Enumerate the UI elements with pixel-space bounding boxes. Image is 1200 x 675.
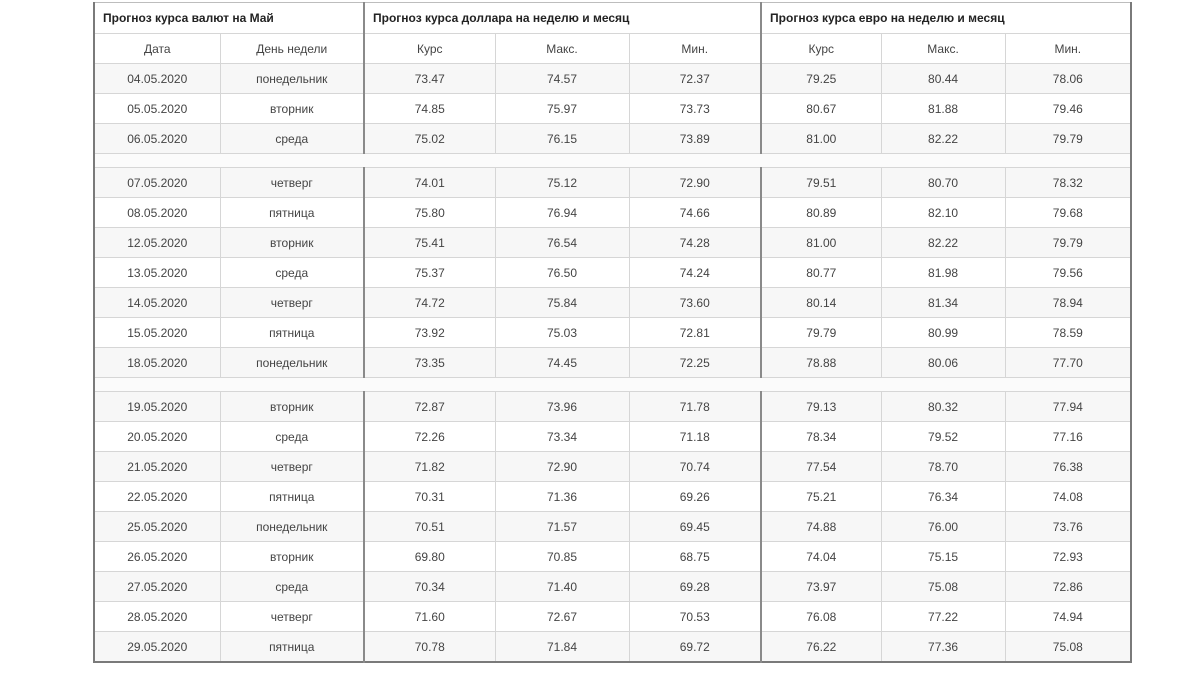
eur-min-cell: 74.94	[1005, 602, 1131, 632]
weekday-cell: среда	[220, 572, 364, 602]
eur-rate-cell: 76.08	[761, 602, 881, 632]
eur-rate-cell: 80.14	[761, 288, 881, 318]
usd-max-column-header: Макс.	[495, 34, 629, 64]
usd-max-cell: 73.34	[495, 422, 629, 452]
table-row	[94, 632, 1131, 663]
eur-rate-cell: 81.00	[761, 124, 881, 154]
date-cell: 08.05.2020	[94, 198, 220, 228]
weekday-cell: пятница	[220, 198, 364, 228]
eur-rate-cell: 79.13	[761, 392, 881, 422]
usd-rate-column-header: Курс	[364, 34, 495, 64]
usd-max-cell: 75.03	[495, 318, 629, 348]
usd-max-cell: 76.94	[495, 198, 629, 228]
usd-min-cell: 69.72	[629, 632, 761, 663]
usd-max-cell: 71.84	[495, 632, 629, 663]
eur-max-cell: 77.36	[881, 632, 1005, 663]
eur-max-cell: 82.22	[881, 124, 1005, 154]
date-cell: 19.05.2020	[94, 392, 220, 422]
usd-max-cell: 75.12	[495, 168, 629, 198]
usd-max-cell: 76.54	[495, 228, 629, 258]
usd-max-cell: 70.85	[495, 542, 629, 572]
usd-rate-cell: 72.87	[364, 392, 495, 422]
currency-forecast-table	[93, 2, 1132, 663]
usd-min-cell: 69.26	[629, 482, 761, 512]
table-row	[94, 258, 1131, 288]
eur-max-cell: 82.22	[881, 228, 1005, 258]
table-row	[94, 124, 1131, 154]
usd-min-cell: 74.24	[629, 258, 761, 288]
eur-max-cell: 76.34	[881, 482, 1005, 512]
table-row	[94, 198, 1131, 228]
eur-max-cell: 80.99	[881, 318, 1005, 348]
eur-max-cell: 75.15	[881, 542, 1005, 572]
eur-min-cell: 79.46	[1005, 94, 1131, 124]
eur-min-cell: 78.94	[1005, 288, 1131, 318]
eur-rate-cell: 73.97	[761, 572, 881, 602]
usd-max-cell: 74.57	[495, 64, 629, 94]
date-cell: 29.05.2020	[94, 632, 220, 663]
table-row	[94, 482, 1131, 512]
eur-min-cell: 72.86	[1005, 572, 1131, 602]
eur-min-cell: 77.16	[1005, 422, 1131, 452]
eur-min-cell: 74.08	[1005, 482, 1131, 512]
usd-rate-cell: 73.92	[364, 318, 495, 348]
usd-forecast-header: Прогноз курса доллара на неделю и месяц	[364, 3, 761, 34]
eur-max-cell: 80.44	[881, 64, 1005, 94]
table-row	[94, 512, 1131, 542]
table-row	[94, 64, 1131, 94]
date-cell: 26.05.2020	[94, 542, 220, 572]
weekday-cell: вторник	[220, 94, 364, 124]
column-header-row	[94, 34, 1131, 64]
eur-rate-cell: 74.88	[761, 512, 881, 542]
weekday-cell: вторник	[220, 228, 364, 258]
usd-rate-cell: 70.31	[364, 482, 495, 512]
usd-rate-cell: 74.72	[364, 288, 495, 318]
usd-min-cell: 72.37	[629, 64, 761, 94]
weekday-cell: понедельник	[220, 512, 364, 542]
forecast-table-body	[94, 64, 1131, 663]
usd-max-cell: 75.84	[495, 288, 629, 318]
eur-max-cell: 79.52	[881, 422, 1005, 452]
eur-rate-cell: 78.88	[761, 348, 881, 378]
eur-forecast-header: Прогноз курса евро на неделю и месяц	[761, 3, 1131, 34]
date-cell: 14.05.2020	[94, 288, 220, 318]
eur-rate-cell: 76.22	[761, 632, 881, 663]
eur-min-cell: 79.79	[1005, 124, 1131, 154]
usd-min-cell: 72.25	[629, 348, 761, 378]
eur-rate-cell: 80.67	[761, 94, 881, 124]
eur-min-cell: 72.93	[1005, 542, 1131, 572]
eur-min-cell: 79.56	[1005, 258, 1131, 288]
usd-rate-cell: 72.26	[364, 422, 495, 452]
table-row	[94, 228, 1131, 258]
group-header-row	[94, 3, 1131, 34]
usd-max-cell: 75.97	[495, 94, 629, 124]
date-cell: 15.05.2020	[94, 318, 220, 348]
usd-min-cell: 72.81	[629, 318, 761, 348]
weekday-cell: четверг	[220, 168, 364, 198]
eur-max-cell: 80.32	[881, 392, 1005, 422]
weekday-cell: пятница	[220, 318, 364, 348]
weekday-cell: понедельник	[220, 64, 364, 94]
usd-min-column-header: Мин.	[629, 34, 761, 64]
usd-rate-cell: 75.37	[364, 258, 495, 288]
eur-rate-cell: 79.51	[761, 168, 881, 198]
usd-rate-cell: 74.01	[364, 168, 495, 198]
weekday-cell: четверг	[220, 452, 364, 482]
group-spacer-row	[94, 154, 1131, 168]
eur-min-cell: 79.68	[1005, 198, 1131, 228]
eur-max-cell: 81.34	[881, 288, 1005, 318]
date-cell: 05.05.2020	[94, 94, 220, 124]
eur-max-cell: 80.06	[881, 348, 1005, 378]
date-cell: 18.05.2020	[94, 348, 220, 378]
usd-min-cell: 73.73	[629, 94, 761, 124]
eur-min-cell: 78.06	[1005, 64, 1131, 94]
eur-min-cell: 78.59	[1005, 318, 1131, 348]
date-cell: 13.05.2020	[94, 258, 220, 288]
eur-rate-cell: 77.54	[761, 452, 881, 482]
table-row	[94, 318, 1131, 348]
weekday-cell: пятница	[220, 482, 364, 512]
table-row	[94, 168, 1131, 198]
usd-rate-cell: 69.80	[364, 542, 495, 572]
usd-rate-cell: 75.80	[364, 198, 495, 228]
weekday-column-header: День недели	[220, 34, 364, 64]
usd-max-cell: 76.50	[495, 258, 629, 288]
usd-rate-cell: 71.82	[364, 452, 495, 482]
usd-rate-cell: 70.34	[364, 572, 495, 602]
usd-min-cell: 72.90	[629, 168, 761, 198]
eur-rate-column-header: Курс	[761, 34, 881, 64]
eur-min-cell: 79.79	[1005, 228, 1131, 258]
group-spacer-cell	[94, 378, 1131, 392]
table-row	[94, 572, 1131, 602]
date-cell: 28.05.2020	[94, 602, 220, 632]
eur-min-cell: 73.76	[1005, 512, 1131, 542]
usd-rate-cell: 74.85	[364, 94, 495, 124]
weekday-cell: четверг	[220, 602, 364, 632]
table-row	[94, 602, 1131, 632]
usd-max-cell: 74.45	[495, 348, 629, 378]
usd-rate-cell: 70.78	[364, 632, 495, 663]
table-row	[94, 542, 1131, 572]
usd-min-cell: 68.75	[629, 542, 761, 572]
weekday-cell: пятница	[220, 632, 364, 663]
table-row	[94, 392, 1131, 422]
usd-rate-cell: 75.02	[364, 124, 495, 154]
eur-max-cell: 76.00	[881, 512, 1005, 542]
forecast-table-container	[93, 2, 1130, 663]
eur-rate-cell: 75.21	[761, 482, 881, 512]
usd-rate-cell: 75.41	[364, 228, 495, 258]
eur-max-cell: 81.88	[881, 94, 1005, 124]
eur-min-column-header: Мин.	[1005, 34, 1131, 64]
usd-max-cell: 72.67	[495, 602, 629, 632]
eur-rate-cell: 79.25	[761, 64, 881, 94]
date-cell: 12.05.2020	[94, 228, 220, 258]
usd-rate-cell: 71.60	[364, 602, 495, 632]
eur-rate-cell: 81.00	[761, 228, 881, 258]
eur-min-cell: 76.38	[1005, 452, 1131, 482]
usd-min-cell: 69.45	[629, 512, 761, 542]
eur-max-cell: 78.70	[881, 452, 1005, 482]
usd-max-cell: 71.36	[495, 482, 629, 512]
date-cell: 20.05.2020	[94, 422, 220, 452]
eur-max-column-header: Макс.	[881, 34, 1005, 64]
eur-max-cell: 82.10	[881, 198, 1005, 228]
usd-min-cell: 69.28	[629, 572, 761, 602]
table-row	[94, 348, 1131, 378]
date-column-header: Дата	[94, 34, 220, 64]
eur-max-cell: 80.70	[881, 168, 1005, 198]
usd-max-cell: 71.57	[495, 512, 629, 542]
table-row	[94, 288, 1131, 318]
eur-min-cell: 77.94	[1005, 392, 1131, 422]
eur-max-cell: 81.98	[881, 258, 1005, 288]
date-cell: 22.05.2020	[94, 482, 220, 512]
date-cell: 07.05.2020	[94, 168, 220, 198]
date-cell: 27.05.2020	[94, 572, 220, 602]
date-cell: 04.05.2020	[94, 64, 220, 94]
eur-rate-cell: 80.77	[761, 258, 881, 288]
weekday-cell: четверг	[220, 288, 364, 318]
usd-max-cell: 76.15	[495, 124, 629, 154]
table-row	[94, 452, 1131, 482]
eur-rate-cell: 79.79	[761, 318, 881, 348]
eur-max-cell: 77.22	[881, 602, 1005, 632]
weekday-cell: вторник	[220, 542, 364, 572]
table-row	[94, 422, 1131, 452]
usd-max-cell: 73.96	[495, 392, 629, 422]
usd-min-cell: 70.74	[629, 452, 761, 482]
eur-min-cell: 75.08	[1005, 632, 1131, 663]
weekday-cell: среда	[220, 422, 364, 452]
group-spacer-row	[94, 378, 1131, 392]
usd-rate-cell: 73.35	[364, 348, 495, 378]
usd-min-cell: 71.18	[629, 422, 761, 452]
date-cell: 06.05.2020	[94, 124, 220, 154]
usd-min-cell: 74.66	[629, 198, 761, 228]
weekday-cell: среда	[220, 124, 364, 154]
weekday-cell: вторник	[220, 392, 364, 422]
usd-min-cell: 73.60	[629, 288, 761, 318]
eur-rate-cell: 80.89	[761, 198, 881, 228]
eur-min-cell: 77.70	[1005, 348, 1131, 378]
weekday-cell: среда	[220, 258, 364, 288]
date-cell: 25.05.2020	[94, 512, 220, 542]
group-spacer-cell	[94, 154, 1131, 168]
usd-max-cell: 71.40	[495, 572, 629, 602]
eur-rate-cell: 74.04	[761, 542, 881, 572]
usd-min-cell: 71.78	[629, 392, 761, 422]
usd-min-cell: 74.28	[629, 228, 761, 258]
usd-min-cell: 70.53	[629, 602, 761, 632]
date-cell: 21.05.2020	[94, 452, 220, 482]
eur-rate-cell: 78.34	[761, 422, 881, 452]
eur-min-cell: 78.32	[1005, 168, 1131, 198]
may-forecast-header: Прогноз курса валют на Май	[94, 3, 364, 34]
table-row	[94, 94, 1131, 124]
usd-rate-cell: 73.47	[364, 64, 495, 94]
usd-rate-cell: 70.51	[364, 512, 495, 542]
weekday-cell: понедельник	[220, 348, 364, 378]
usd-min-cell: 73.89	[629, 124, 761, 154]
usd-max-cell: 72.90	[495, 452, 629, 482]
eur-max-cell: 75.08	[881, 572, 1005, 602]
